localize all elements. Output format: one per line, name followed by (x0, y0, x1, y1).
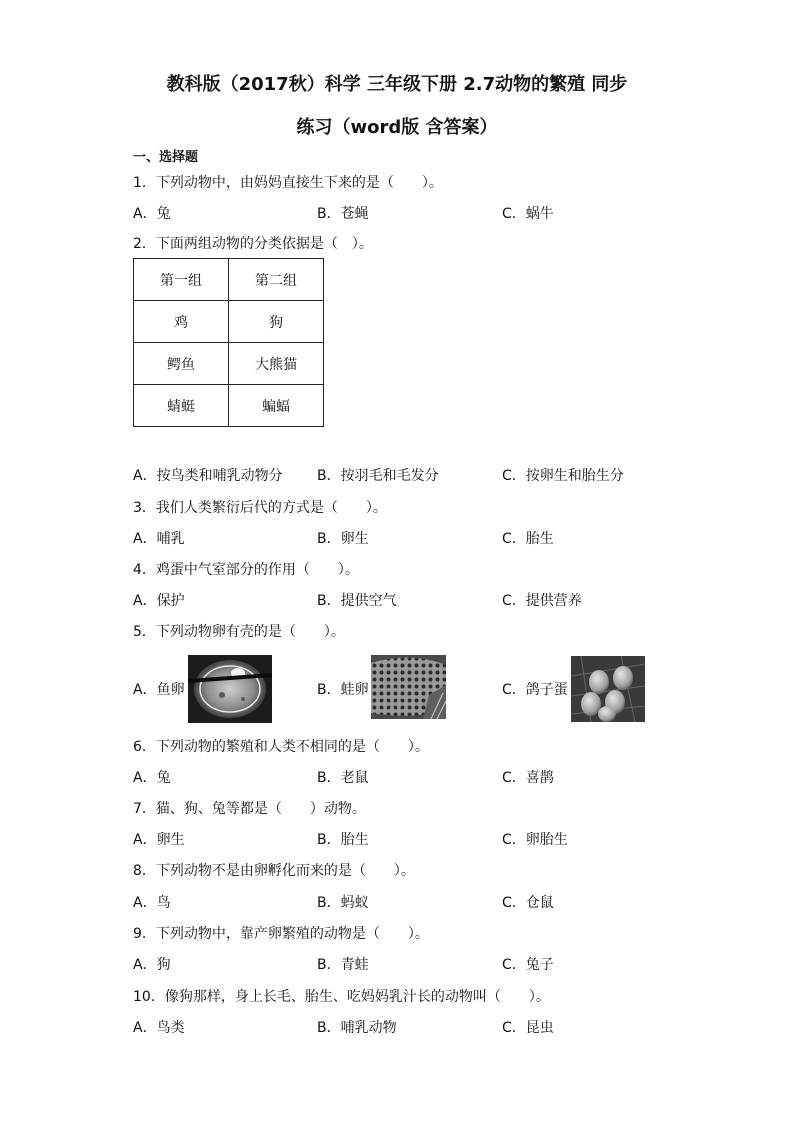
q7-option-b: B．胎生 (317, 832, 369, 848)
question-7: 7．猫、狗、兔等都是（ ）动物。 (133, 801, 366, 817)
q8-option-a: A．鸟 (133, 895, 171, 911)
q2-option-c: C．按卵生和胎生分 (502, 468, 624, 484)
q8-option-c: C．仓鼠 (502, 895, 554, 911)
q5-option-c: C．鸽子蛋 (502, 682, 568, 698)
document-title-line2: 练习（word版 含答案） (296, 117, 498, 138)
question-1: 1．下列动物中，由妈妈直接生下来的是（ ）。 (133, 175, 443, 191)
q1-option-b: B．苍蝇 (317, 206, 369, 222)
q10-option-c: C．昆虫 (502, 1020, 554, 1036)
q9-option-a: A．狗 (133, 957, 171, 973)
q10-option-a: A．鸟类 (133, 1020, 185, 1036)
q1-option-c: C．蜗牛 (502, 206, 554, 222)
table-header-cell: 第二组 (229, 259, 324, 301)
q5-option-b: B．蛙卵 (317, 682, 369, 698)
question-9: 9．下列动物中，靠产卵繁殖的动物是（ ）。 (133, 926, 429, 942)
classification-table (133, 258, 324, 427)
q6-option-b: B．老鼠 (317, 770, 369, 786)
q3-option-c: C．胎生 (502, 531, 554, 547)
question-6: 6．下列动物的繁殖和人类不相同的是（ ）。 (133, 739, 429, 755)
q9-option-b: B．青蛙 (317, 957, 369, 973)
fish-egg-photo (188, 655, 272, 723)
q4-option-b: B．提供空气 (317, 593, 397, 609)
q5-option-a: A．鱼卵 (133, 682, 185, 698)
question-4: 4．鸡蛋中气室部分的作用（ ）。 (133, 562, 359, 578)
q7-option-a: A．卵生 (133, 832, 185, 848)
q3-option-b: B．卵生 (317, 531, 369, 547)
question-10: 10．像狗那样，身上长毛、胎生、吃妈妈乳汁长的动物叫（ ）。 (133, 989, 550, 1005)
q7-option-c: C．卵胎生 (502, 832, 568, 848)
pigeon-eggs-photo (571, 656, 645, 722)
table-row (134, 301, 324, 343)
q2-option-b: B．按羽毛和毛发分 (317, 468, 439, 484)
table-row (134, 343, 324, 385)
q4-option-a: A．保护 (133, 593, 185, 609)
frog-spawn-photo (371, 655, 446, 719)
question-2: 2．下面两组动物的分类依据是（ ）。 (133, 236, 373, 252)
q4-option-c: C．提供营养 (502, 593, 582, 609)
table-header-cell: 第一组 (134, 259, 229, 301)
q6-option-c: C．喜鹊 (502, 770, 554, 786)
table-cell: 蜻蜓 (134, 385, 229, 427)
table-cell: 鸡 (134, 301, 229, 343)
table-cell: 蝙蝠 (229, 385, 324, 427)
document-title-line1: 教科版（2017秋）科学 三年级下册 2.7动物的繁殖 同步 (166, 74, 628, 95)
q3-option-a: A．哺乳 (133, 531, 185, 547)
table-cell: 大熊猫 (229, 343, 324, 385)
table-row (134, 385, 324, 427)
q8-option-b: B．蚂蚁 (317, 895, 369, 911)
section-heading: 一、选择题 (133, 150, 199, 165)
q2-option-a: A．按鸟类和哺乳动物分 (133, 468, 283, 484)
q1-option-a: A．兔 (133, 206, 171, 222)
question-8: 8．下列动物不是由卵孵化而来的是（ ）。 (133, 863, 415, 879)
q10-option-b: B．哺乳动物 (317, 1020, 397, 1036)
question-3: 3．我们人类繁衍后代的方式是（ ）。 (133, 500, 387, 516)
table-cell: 狗 (229, 301, 324, 343)
table-cell: 鳄鱼 (134, 343, 229, 385)
q9-option-c: C．兔子 (502, 957, 554, 973)
q6-option-a: A．兔 (133, 770, 171, 786)
question-5: 5．下列动物卵有壳的是（ ）。 (133, 624, 345, 640)
table-row (134, 259, 324, 301)
